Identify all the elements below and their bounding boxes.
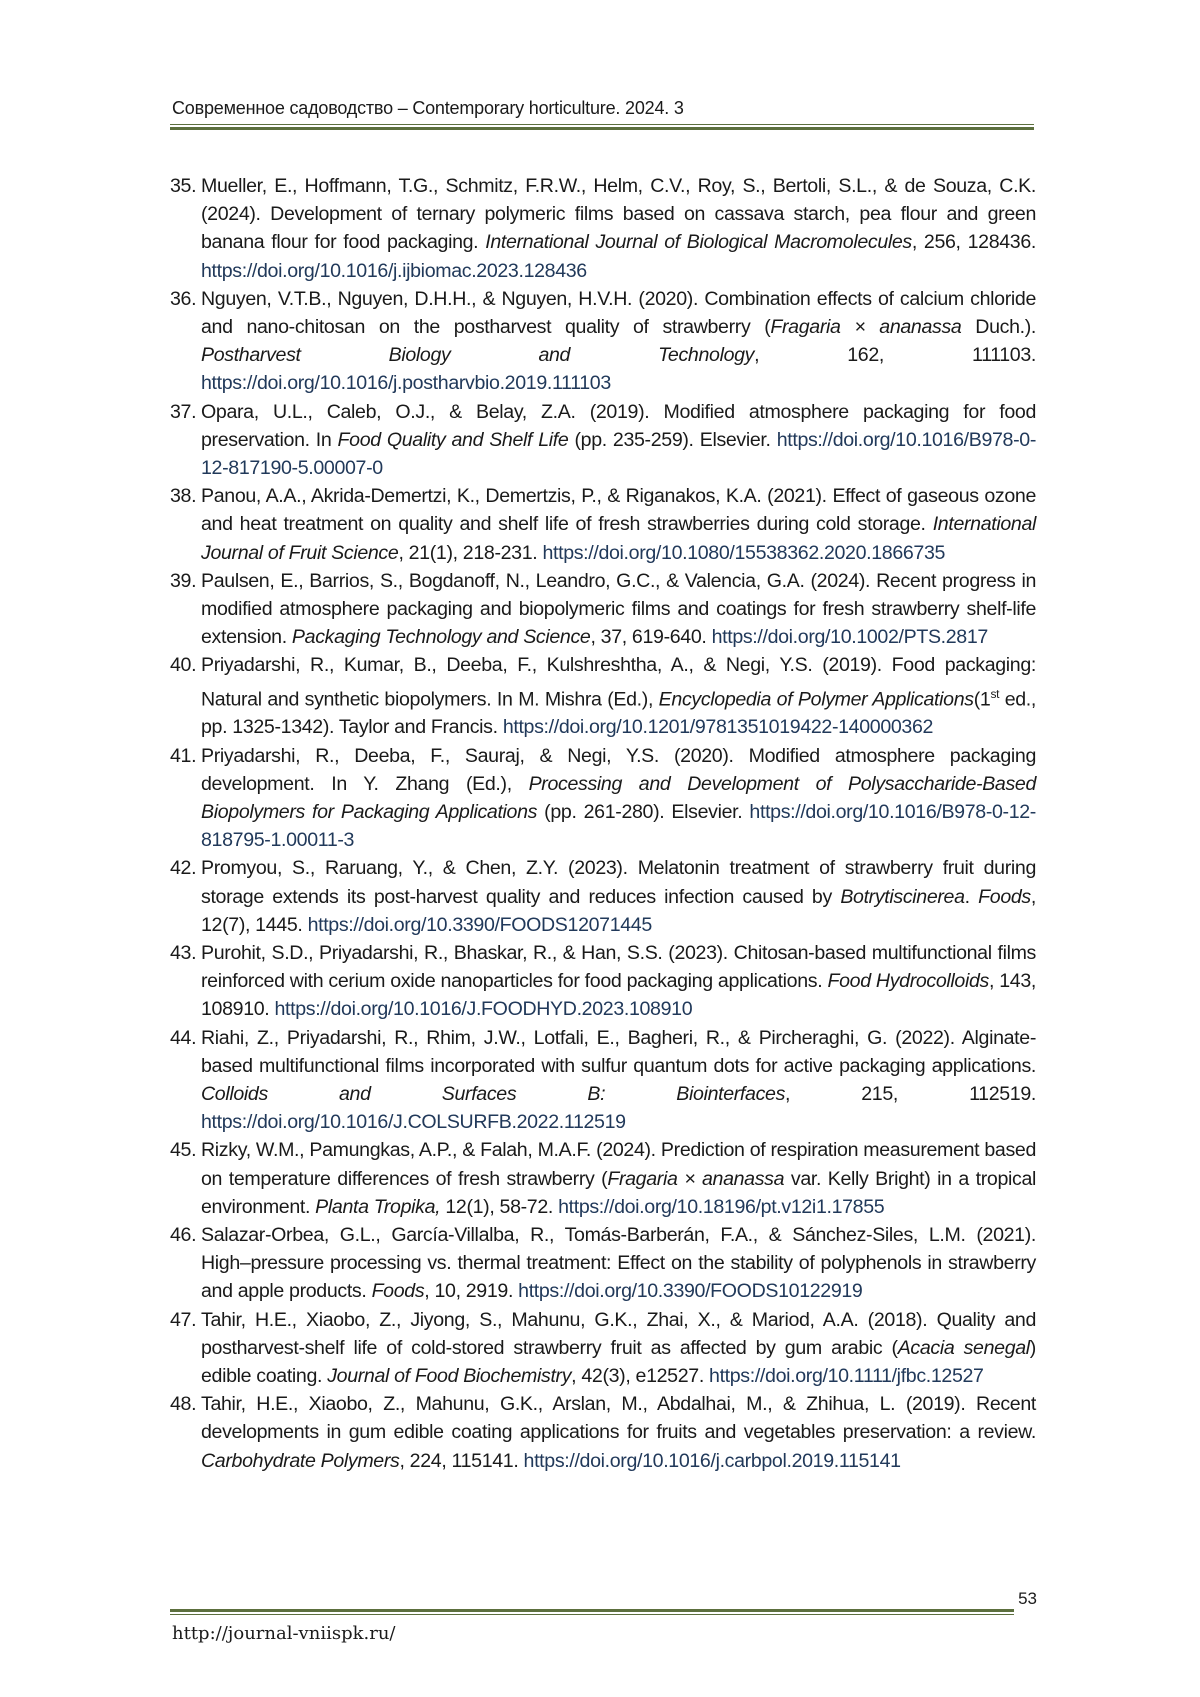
italic-title: Carbohydrate Polymers [201,1449,400,1472]
reference-number: 38. [170,485,197,508]
header-rule-thick [170,127,1034,130]
reference-number: 46. [170,1224,197,1247]
reference-text [201,1221,1036,1306]
reference-segment: Priyadarshi, R., Deeba, F., Sauraj, & Negi, Y.S. (2020). Modified atmosphere packaging development. In Y. Zhang (Ed.), [201,744,1036,795]
reference-text [201,1306,1036,1391]
reference-number: 42. [170,857,197,880]
italic-title: Foods [978,885,1031,908]
superscript: st [990,686,1000,701]
reference-segment: Mueller, E., Hoffmann, T.G., Schmitz, F.R.W., Helm, C.V., Roy, S., Bertoli, S.L., & de Souza, C.K. (2024). Development of ternary polymeric films based on cassava starch, pea flour and green banana flour for food packaging. [201,175,1036,254]
reference-segment: Riahi, Z., Priyadarshi, R., Rhim, J.W., Lotfali, E., Bagheri, R., & Pircheraghi, G. (2022). Alginate-based multifunctional films incorporated with sulfur quantum dots for active packaging applications. [201,1026,1036,1077]
doi-link[interactable]: https://doi.org/10.1016/B978-0-12-818795-1.00011-3 [201,801,1036,852]
page-number: 53 [1018,1589,1037,1608]
journal-title: Современное садоводство – Contemporary horticulture. 2024. 3 [172,98,684,118]
italic-title: Botrytiscinerea [840,885,965,908]
reference-text [201,1136,1036,1221]
reference-segment: , 42(3), e12527. [571,1365,710,1388]
reference-segment: , 21(1), 218-231. [398,541,543,564]
reference-text [201,854,1036,939]
reference-segment: , 215, 112519. [785,1083,1036,1106]
reference-list [170,172,1036,1475]
italic-title: Planta Tropika, [315,1195,441,1218]
reference-text [201,1390,1036,1475]
reference-segment: Panou, A.A., Akrida-Demertzi, K., Demertzis, P., & Riganakos, K.A. (2021). Effect of gaseous ozone and heat treatment on quality and shelf life of fresh strawberries during cold storage. [201,485,1036,536]
reference-text [201,742,1036,855]
italic-title: International Journal of Biological Macromolecules [485,231,912,254]
reference-segment: , 12(7), 1445. [201,885,1036,936]
doi-link[interactable]: https://doi.org/10.1111/jfbc.12527 [709,1365,984,1388]
doi-link[interactable]: https://doi.org/10.1201/9781351019422-140000362 [502,716,934,739]
reference-number: 44. [170,1026,197,1049]
reference-segment: Tahir, H.E., Xiaobo, Z., Mahunu, G.K., Arslan, M., Abdalhai, M., & Zhihua, L. (2019). Recent developments in gum edible coating applications for fruits and vegetables preservation: a review. [201,1393,1036,1444]
italic-title: Colloids and Surfaces B: Biointerfaces [201,1083,786,1106]
reference-text [201,651,1036,741]
reference-item [170,854,1036,939]
doi-link[interactable]: https://doi.org/10.1016/j.ijbiomac.2023.128436 [201,259,587,282]
doi-link[interactable]: https://doi.org/10.3390/FOODS10122919 [518,1280,863,1303]
reference-item [170,285,1036,398]
reference-segment: , 162, 111103. [754,344,1036,367]
reference-item [170,482,1036,567]
reference-segment: Duch.). [961,316,1036,339]
reference-number: 41. [170,744,197,767]
reference-number: 37. [170,400,197,423]
reference-segment: (1 [973,688,991,711]
reference-item [170,1221,1036,1306]
reference-segment: , 256, 128436. [911,231,1036,254]
reference-segment: , 37, 619-640. [590,626,712,649]
reference-item [170,742,1036,855]
reference-text [201,1024,1036,1137]
reference-number: 47. [170,1308,197,1331]
italic-title: International Journal of Fruit Science [201,513,1036,564]
doi-link[interactable]: https://doi.org/10.1002/PTS.2817 [711,626,988,649]
doi-link[interactable]: https://doi.org/10.3390/FOODS12071445 [307,913,652,936]
italic-title: Postharvest Biology and Technology [201,344,755,367]
reference-segment: Paulsen, E., Barrios, S., Bogdanoff, N., Leandro, G.C., & Valencia, G.A. (2024). Recent progress in modified atmosphere packaging and biopolymeric films and coatings for fresh strawberry shelf-life extension. [201,569,1036,649]
reference-segment: Nguyen, V.T.B., Nguyen, D.H.H., & Nguyen, H.V.H. (2020). Combination effects of calcium chloride and nano-chitosan on the postharvest quality of strawberry ( [201,287,1036,339]
reference-segment: Tahir, H.E., Xiaobo, Z., Jiyong, S., Mahunu, G.K., Zhai, X., & Mariod, A.A. (2018). Quality and postharvest-shelf life of cold-stored strawberry fruit as affected by gum arabic ( [201,1308,1036,1359]
footer-url[interactable]: http://journal-vniispk.ru/ [172,1623,396,1644]
reference-segment: , 10, 2919. [424,1280,519,1303]
reference-segment: , 143, 108910. [201,970,1036,1021]
reference-item [170,939,1036,1024]
italic-title: Encyclopedia of Polymer Applications [658,688,974,711]
footer [170,1609,1014,1644]
reference-number: 45. [170,1139,197,1162]
italic-title: Journal of Food Biochemistry [327,1365,572,1388]
reference-segment: Priyadarshi, R., Kumar, B., Deeba, F., Kulshreshtha, A., & Negi, Y.S. (2019). Food packaging: Natural and synthetic biopolymers. In M. Mishra (Ed.), [201,654,1036,711]
italic-title: Food Quality and Shelf Life [337,428,569,451]
doi-link[interactable]: https://doi.org/10.1080/15538362.2020.1866735 [542,541,946,564]
reference-segment: (pp. 235-259). Elsevier. [568,428,777,451]
running-header [170,98,1034,130]
reference-segment: Promyou, S., Raruang, Y., & Chen, Z.Y. (2023). Melatonin treatment of strawberry fruit during storage extends its post-harvest quality and reduces infection caused by [201,857,1036,908]
doi-link[interactable]: https://doi.org/10.1016/j.carbpol.2019.115141 [523,1449,901,1472]
reference-number: 36. [170,287,197,310]
reference-segment: Purohit, S.D., Priyadarshi, R., Bhaskar, R., & Han, S.S. (2023). Chitosan-based multifunctional films reinforced with cerium oxide nanoparticles for food packaging applications. [201,942,1036,993]
reference-text [201,285,1036,398]
reference-text [201,939,1036,1024]
reference-segment: (pp. 261-280). Elsevier. [537,801,750,823]
reference-segment: Rizky, W.M., Pamungkas, A.P., & Falah, M.A.F. (2024). Prediction of respiration measurement based on temperature differences of fresh strawberry ( [201,1139,1036,1190]
reference-item [170,567,1036,652]
italic-title: Foods [371,1280,425,1303]
reference-item [170,1136,1036,1221]
reference-item [170,172,1036,285]
reference-number: 48. [170,1393,197,1416]
doi-link[interactable]: https://doi.org/10.1016/J.FOODHYD.2023.108910 [274,998,693,1021]
reference-segment: 12(1), 58-72. [440,1195,559,1218]
reference-segment: . [964,885,979,908]
doi-link[interactable]: https://doi.org/10.1016/j.postharvbio.2019.111103 [201,372,611,395]
reference-number: 40. [170,654,197,677]
reference-segment: ed., pp. 1325-1342). Taylor and Francis. [201,688,1036,739]
doi-link[interactable]: https://doi.org/10.18196/pt.v12i1.17855 [558,1195,885,1218]
reference-text [201,398,1036,483]
reference-item [170,1306,1036,1391]
reference-item [170,1024,1036,1137]
reference-text [201,567,1036,652]
reference-segment: , 224, 115141. [399,1449,524,1472]
italic-title: Packaging Technology and Science [291,626,591,649]
reference-number: 43. [170,942,197,965]
reference-item [170,651,1036,741]
reference-item [170,1390,1036,1475]
italic-title: Acacia senegal [897,1336,1030,1359]
doi-link[interactable]: https://doi.org/10.1016/J.COLSURFB.2022.112519 [201,1111,626,1134]
reference-segment: Opara, U.L., Caleb, O.J., & Belay, Z.A. (2019). Modified atmosphere packaging for food preservation. In [201,400,1036,451]
reference-segment: ) edible coating. [201,1336,1036,1388]
reference-segment: Salazar-Orbea, G.L., García-Villalba, R., Tomás-Barberán, F.A., & Sánchez-Siles, L.M. (2021). High–pressure processing vs. thermal treatment: Effect on the stability of polyphenols in strawberry and apple products. [201,1224,1036,1303]
italic-title: Fragaria × ananassa [607,1167,785,1190]
italic-title: Food Hydrocolloids [827,970,989,993]
reference-text [201,172,1036,285]
footer-rule-thin [170,1614,1014,1615]
reference-segment: var. Kelly Bright) in a tropical environment. [201,1167,1037,1218]
reference-text [201,482,1036,567]
italic-title: Fragaria × ananassa [770,316,962,339]
reference-item [170,398,1036,483]
reference-number: 35. [170,175,197,197]
reference-number: 39. [170,569,197,592]
italic-title: Processing and Development of Polysaccharide-Based Biopolymers for Packaging Applications [201,772,1036,823]
doi-link[interactable]: https://doi.org/10.1016/B978-0-12-817190-5.00007-0 [201,428,1036,480]
